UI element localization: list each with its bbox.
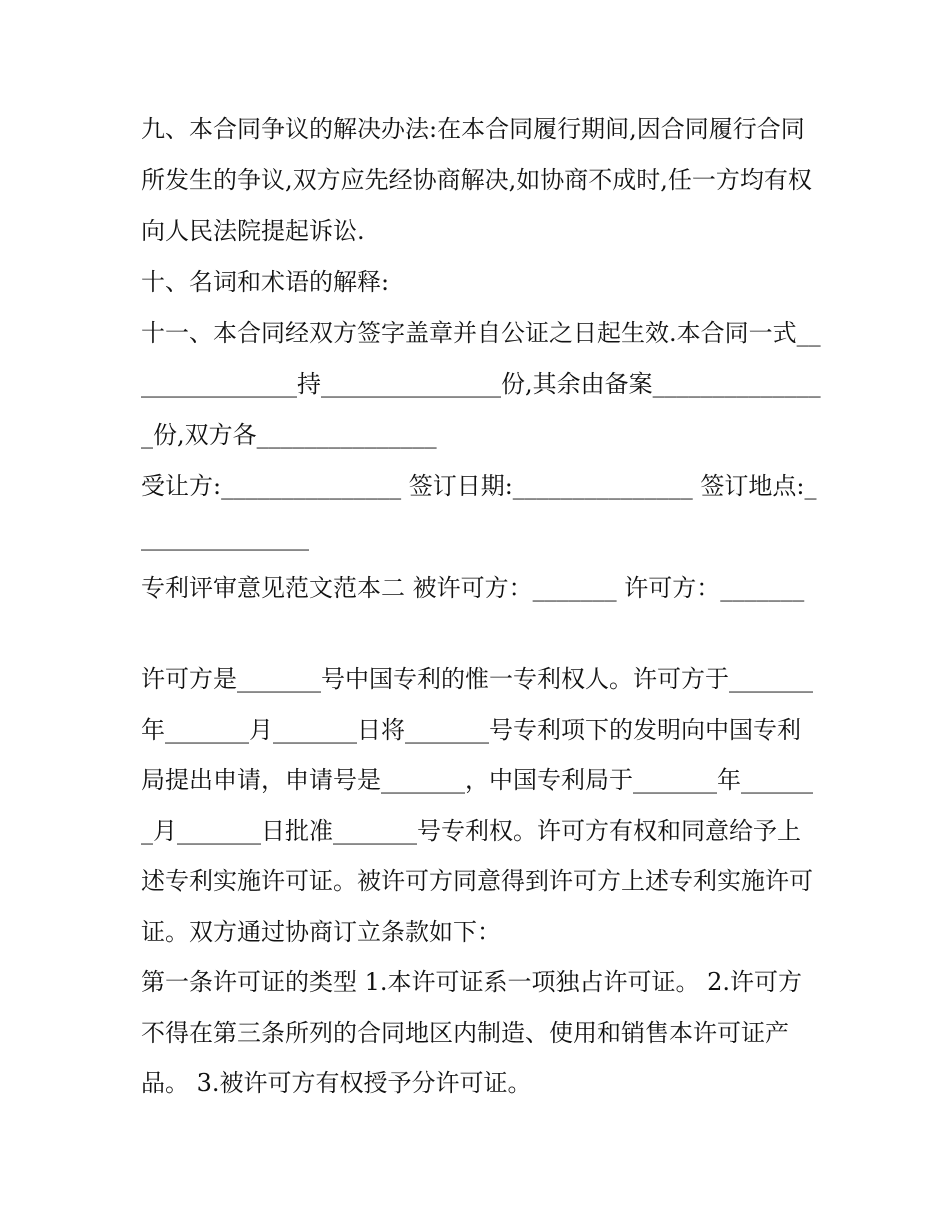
clause-11-effectiveness: 十一、本合同经双方签字盖章并自公证之日起生效.本合同一式_______________持_______________份,其余由备案_______________份,双方各_______________	[141, 319, 821, 449]
document-body-top	[141, 104, 821, 614]
template-two-heading: 专利评审意见范文范本二 被许可方：_______ 许可方：_______	[141, 574, 805, 602]
licensor-statement: 许可方是_______号中国专利的惟一专利权人。许可方于_______年_______月_______日将_______号专利项下的发明向中国专利局提出申请，申请号是_______，中国专利局于_______年_______月_______日批准_______号专利权。许可方有权和同意给予上述专利实施许可证。被许可方同意得到许可方上述专利实施许可证。双方通过协商订立条款如下：	[141, 665, 813, 946]
article-1-license-type: 第一条许可证的类型 1.本许可证系一项独占许可证。 2.许可方不得在第三条所列的合同地区内制造、使用和销售本许可证产品。 3.被许可方有权授予分许可证。	[141, 968, 803, 1097]
clause-9-dispute-resolution: 九、本合同争议的解决办法:在本合同履行期间,因合同履行合同所发生的争议,双方应先经协商解决,如协商不成时,任一方均有权向人民法院提起诉讼.	[141, 115, 812, 245]
clause-10-definitions: 十、名词和术语的解释:	[141, 268, 390, 296]
signature-line: 受让方:_______________ 签订日期:_______________ 签订地点:_______________	[141, 472, 817, 551]
document-body-bottom	[141, 654, 821, 1109]
